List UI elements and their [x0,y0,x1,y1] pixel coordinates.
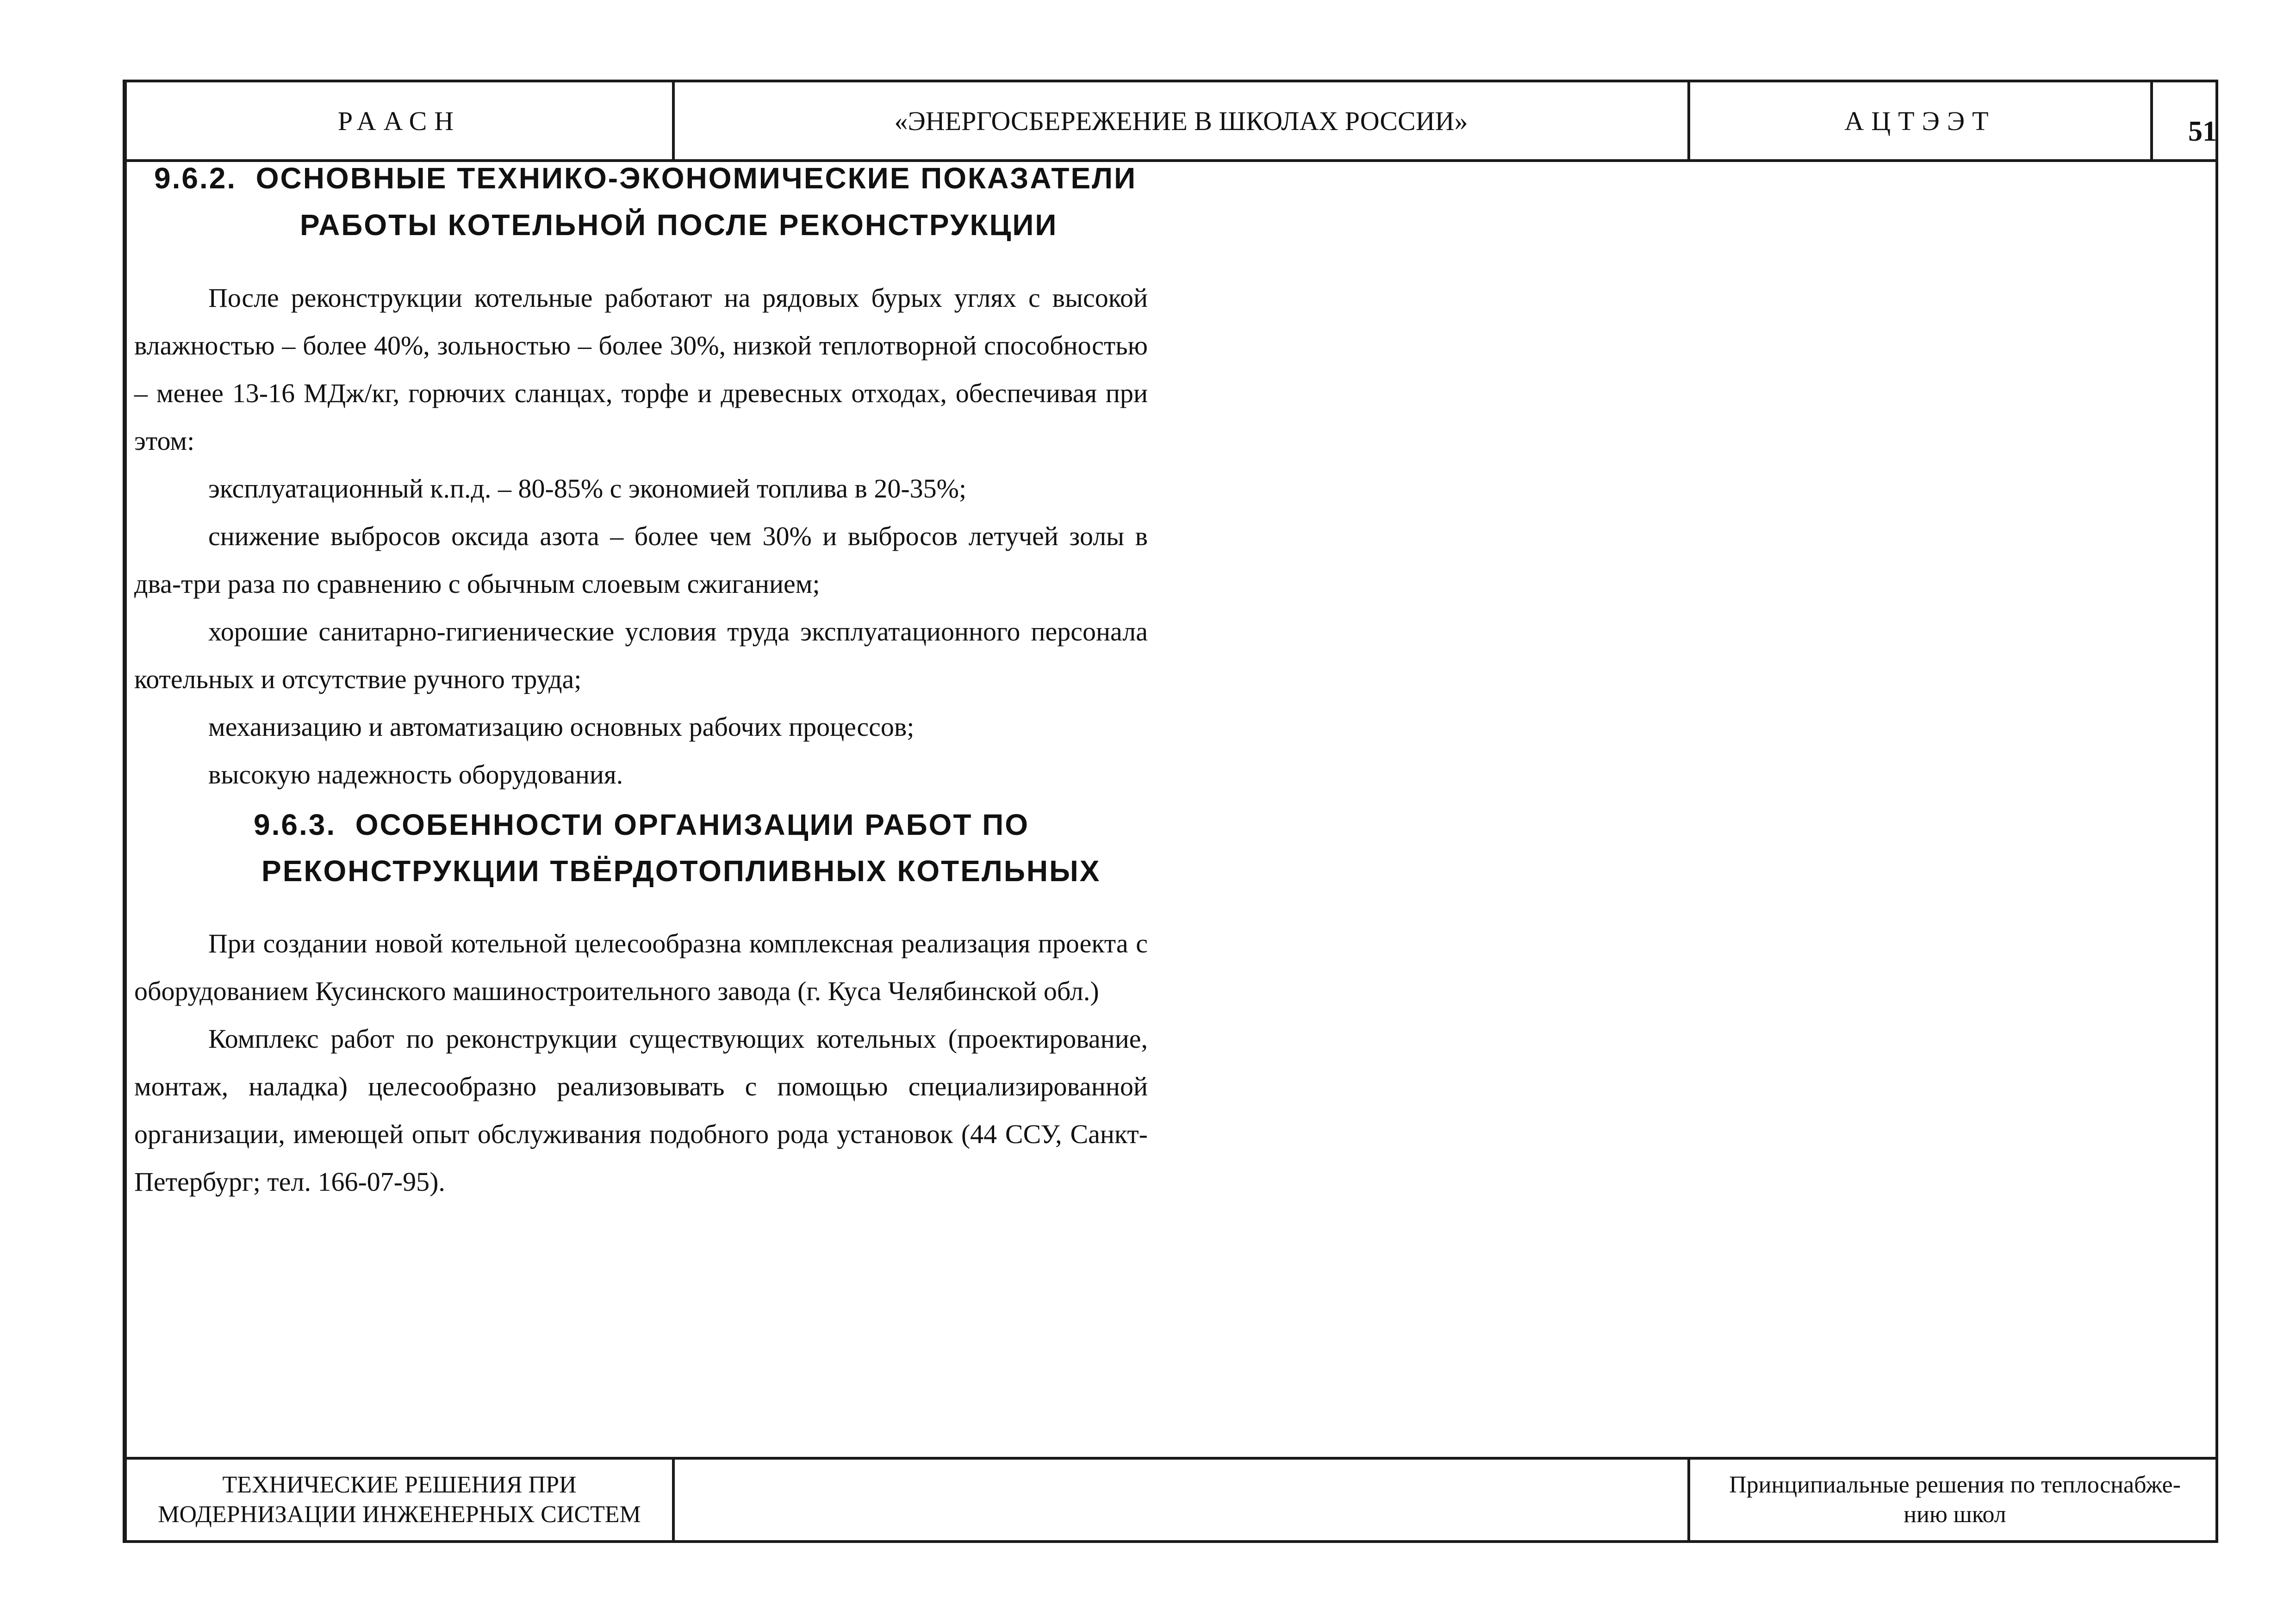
section-title-line1: ОСНОВНЫЕ ТЕХНИКО-ЭКОНОМИЧЕСКИЕ ПОКАЗАТЕЛИ [255,162,1137,195]
page-number: 51 [2188,116,2217,147]
section-heading-9-6-3 [254,802,1029,848]
section-number: 9.6.3. [254,808,336,841]
header-project-title: «ЭНЕРГОСБЕРЕЖЕНИЕ В ШКОЛАХ РОССИИ» [675,82,1690,159]
paragraph: хорошие санитарно-гигиенические условия труда эксплуатационного персонала котельных и отсутствие ручного труда; [134,616,1148,694]
section-title-line1: ОСОБЕННОСТИ ОРГАНИЗАЦИИ РАБОТ ПО [355,808,1029,841]
paragraph: снижение выбросов оксида азота – более чем 30% и выбросов летучей золы в два-три раза по сравнению с обычным слоевым сжиганием; [134,521,1148,599]
section-heading-9-6-2-line2: РАБОТЫ КОТЕЛЬНОЙ ПОСЛЕ РЕКОНСТРУКЦИИ [300,208,1058,242]
footer-chapter-title [1690,1460,2220,1540]
section-body-9-6-3 [134,920,1148,1206]
footer-empty-cell [675,1460,1690,1540]
section-heading-9-6-2 [154,155,1137,201]
paragraph: эксплуатационный к.п.д. – 80-85% с экономией топлива в 20-35%; [208,473,967,504]
paragraph: После реконструкции котельные работают на рядовых бурых углях с высокой влажностью – более 40%, зольностью – более 30%, низкой теплотворной способностью – менее 13-16 МДж/кг, горючих сланцах, торфе и древесных отходах, обеспечивая при этом: [134,283,1148,456]
footer-right-line1: Принципиальные решения по теплоснабже- [1729,1472,2181,1498]
footer-right-line2: нию школ [1904,1501,2006,1528]
header-author: АЦТЭЭТ [1690,82,2153,159]
paragraph: механизацию и автоматизацию основных рабочих процессов; [208,712,915,742]
section-number: 9.6.2. [154,162,237,195]
page-header [127,82,2215,162]
footer-left-line1: ТЕХНИЧЕСКИЕ РЕШЕНИЯ ПРИ [222,1472,577,1498]
footer-left-line2: МОДЕРНИЗАЦИИ ИНЖЕНЕРНЫХ СИСТЕМ [158,1501,641,1528]
section-heading-9-6-3-line2: РЕКОНСТРУКЦИИ ТВЁРДОТОПЛИВНЫХ КОТЕЛЬНЫХ [261,854,1101,888]
paragraph: высокую надежность оборудования. [208,759,623,790]
paragraph: Комплекс работ по реконструкции существующих котельных (проектирование, монтаж, наладка) целесообразно реализовывать с помощью специализированной организации, имеющей опыт обслуживания подобного рода установок (44 ССУ, Санкт-Петербург; тел. 166-07-95). [134,1024,1148,1197]
header-org: РААСН [127,82,675,159]
footer-document-title [127,1460,675,1540]
paragraph: При создании новой котельной целесообразна комплексная реализация проекта с оборудованием Кусинского машиностроительного завода (г. Куса Челябинской обл.) [134,928,1148,1006]
page-footer [127,1457,2215,1540]
section-body-9-6-2 [134,274,1148,798]
